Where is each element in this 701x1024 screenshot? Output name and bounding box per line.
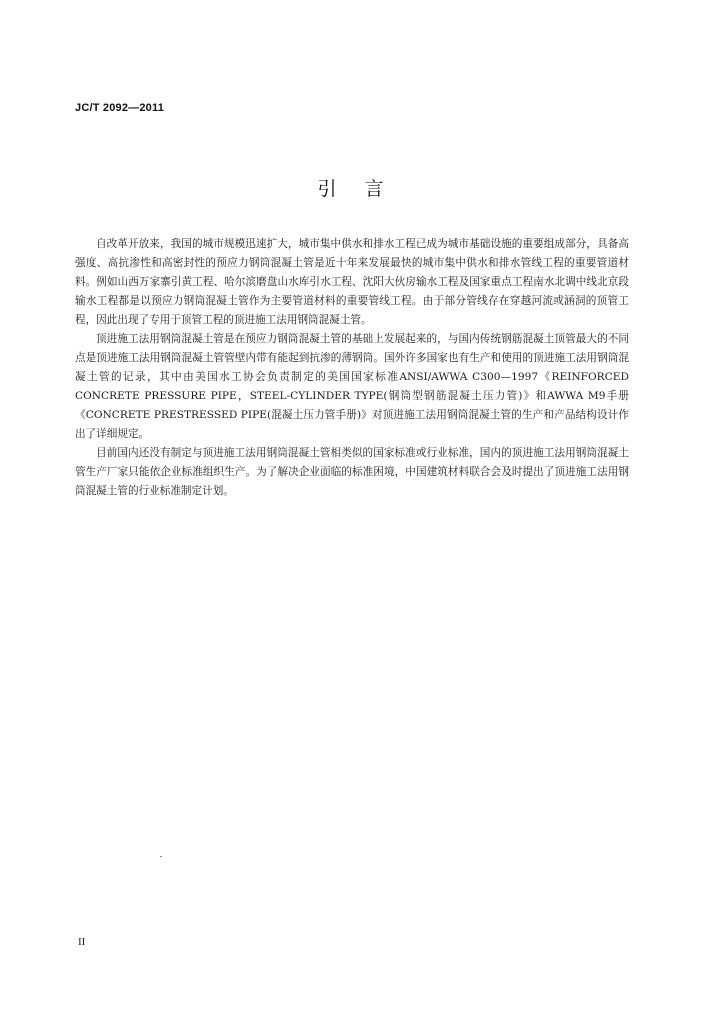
paragraph-2: 顶进施工法用钢筒混凝土管是在预应力钢筒混凝土管的基础上发展起来的，与国内传统钢筋混凝土顶管最大的不同点是顶进施工法用钢筒混凝土管管壁内带有能起到抗渗的薄钢筒。国外许多国家也有生产和使用的顶进施工法用钢筒混凝土管的记录，其中由美国水工协会负责制定的美国国家标准ANSI/AWWA C300—1997《REINFORCED CONCRETE PRESSURE PIPE，STEEL-CYLINDER TYPE(钢筒型钢筋混凝土压力管)》和AWWA M9手册《CONCRETE PRESTRESSED PIPE(混凝土压力管手册)》对顶进施工法用钢筒混凝土管的生产和产品结构设计作出了详细规定。 xyxy=(75,333,629,440)
document-body xyxy=(75,235,629,501)
scan-dot xyxy=(160,856,162,857)
page-title: 引言 xyxy=(317,178,412,200)
page-number: II xyxy=(78,936,86,948)
paragraph-3: 目前国内还没有制定与顶进施工法用钢筒混凝土管相类似的国家标准或行业标准，国内的顶进施工法用钢筒混凝土管生产厂家只能依企业标准组织生产。为了解决企业面临的标准困境，中国建筑材料联合会及时提出了顶进施工法用钢筒混凝土管的行业标准制定计划。 xyxy=(75,447,629,497)
standard-code: JC/T 2092—2011 xyxy=(75,102,165,114)
paragraph-1: 自改革开放来，我国的城市规模迅速扩大，城市集中供水和排水工程已成为城市基础设施的重要组成部分，具备高强度、高抗渗性和高密封性的预应力钢筒混凝土管是近十年来发展最快的城市集中供水和排水管线工程的重要管道材料。例如山西万家寨引黄工程、哈尔滨磨盘山水库引水工程、沈阳大伙房输水工程及国家重点工程南水北调中线北京段输水工程都是以预应力钢筒混凝土管作为主要管道材料的重要管线工程。由于部分管线存在穿越河流或涵洞的顶管工程，因此出现了专用于顶管工程的顶进施工法用钢筒混凝土管。 xyxy=(75,238,629,326)
